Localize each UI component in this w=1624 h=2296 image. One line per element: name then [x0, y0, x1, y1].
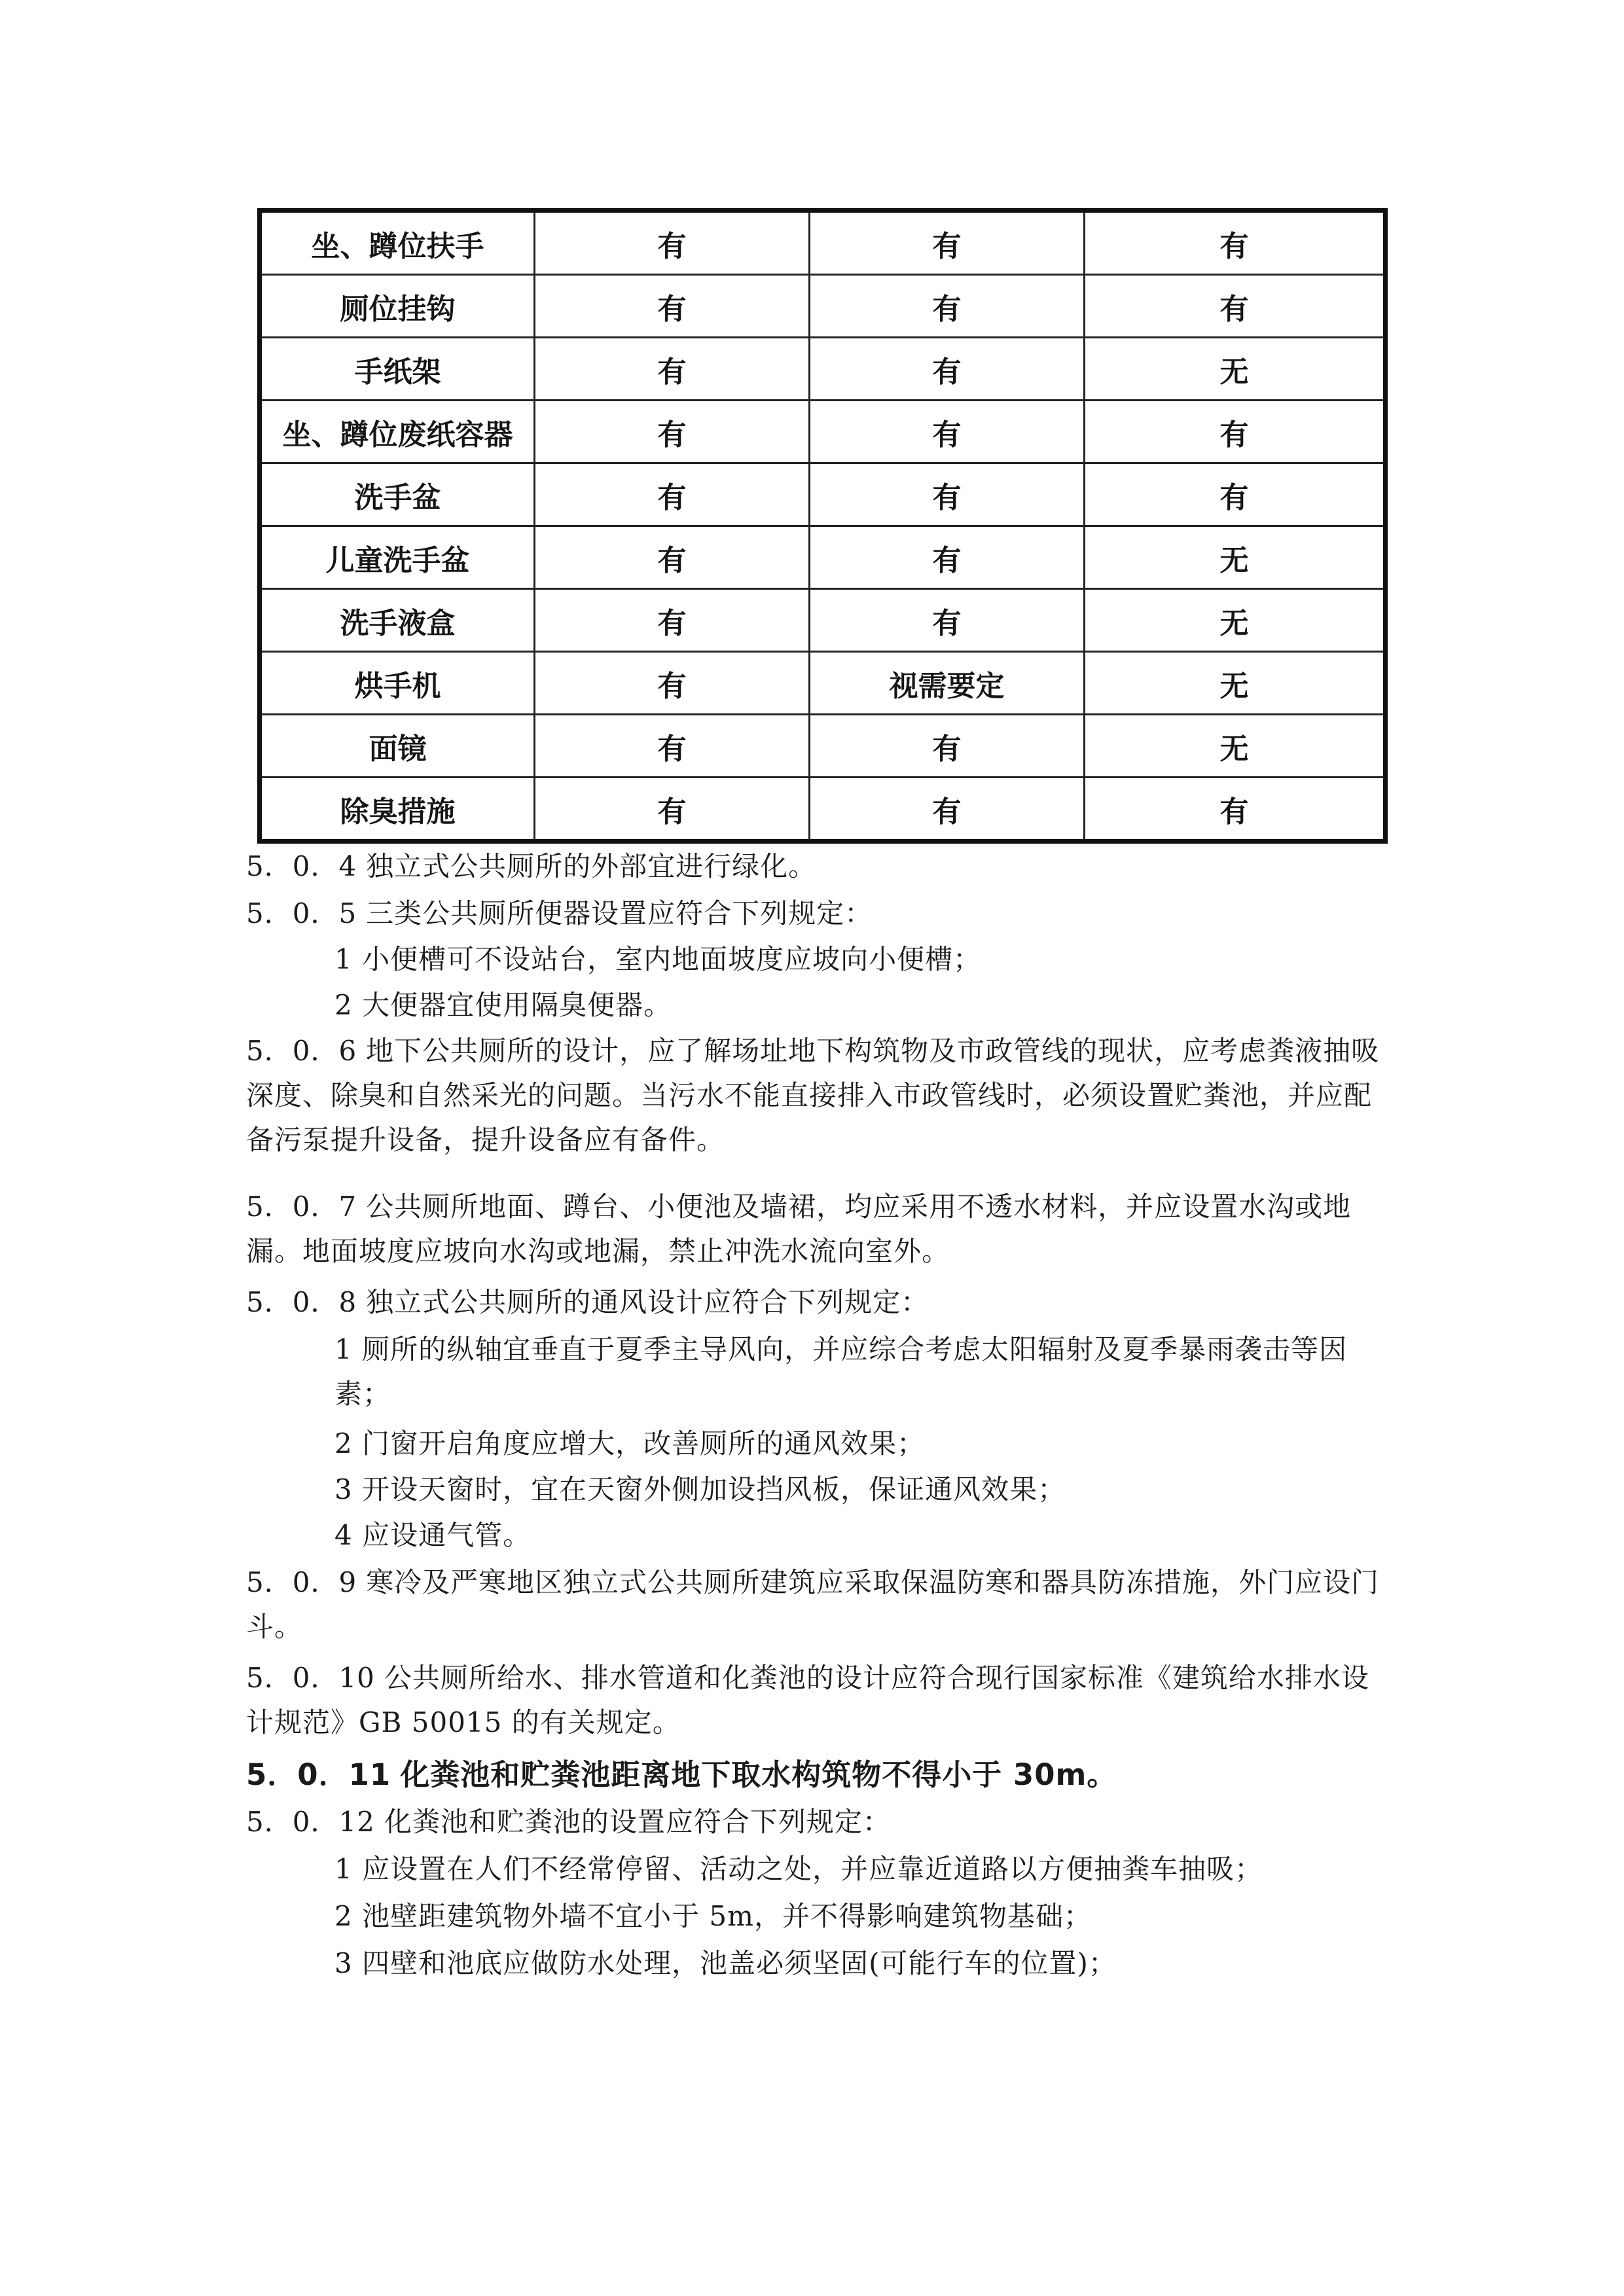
table-cell: 有 — [535, 463, 810, 526]
clause-text: 独立式公共厕所的外部宜进行绿化。 — [366, 850, 817, 882]
table-cell: 有 — [1085, 211, 1386, 275]
table-cell: 有 — [810, 526, 1085, 589]
clause-item: 1 应设置在人们不经常停留、活动之处，并应靠近道路以方便抽粪车抽吸； — [334, 1853, 1263, 1885]
table-cell: 烘手机 — [260, 652, 535, 715]
clause-text: 化粪池和贮粪池的设置应符合下列规定： — [384, 1806, 891, 1838]
clause-item: 2 门窗开启角度应增大，改善厕所的通风效果； — [334, 1427, 926, 1460]
table-cell: 有 — [1085, 463, 1386, 526]
clause-item-text: 1 厕所的纵轴宜垂直于夏季主导风向，并应综合考虑太阳辐射及夏季暴雨袭击等因素； — [334, 1333, 1348, 1410]
clause-5-0-9 — [246, 1560, 1385, 1649]
clause-text: 寒冷及严寒地区独立式公共厕所建筑应采取保温防寒和器具防冻措施，外门应设门斗。 — [246, 1566, 1380, 1643]
clause-number: 5．0．8 — [246, 1286, 357, 1318]
clause-item: 1 小便槽可不设站台，室内地面坡度应坡向小便槽； — [334, 943, 982, 975]
table-cell: 有 — [810, 715, 1085, 778]
table-cell: 有 — [535, 715, 810, 778]
clause-text: 公共厕所地面、蹲台、小便池及墙裙，均应采用不透水材料，并应设置水沟或地漏。地面坡度应坡向水沟或地漏，禁止冲洗水流向室外。 — [246, 1191, 1352, 1267]
table-cell: 坐、蹲位废纸容器 — [260, 401, 535, 463]
clause-item: 4 应设通气管。 — [334, 1519, 532, 1551]
clause-item — [246, 1327, 1385, 1416]
clause-item: 2 池壁距建筑物外墙不宜小于 5m，并不得影响建筑物基础； — [334, 1900, 1092, 1932]
table-row — [260, 275, 1386, 338]
table-row — [260, 715, 1386, 778]
table-cell: 有 — [535, 526, 810, 589]
table-row — [260, 652, 1386, 715]
clause-text: 化粪池和贮粪池距离地下取水构筑物不得小于 30m。 — [400, 1757, 1117, 1792]
clause-5-0-11 — [246, 1753, 1385, 1797]
table-cell: 有 — [810, 211, 1085, 275]
table-cell: 有 — [535, 778, 810, 842]
clause-number: 5．0．7 — [246, 1191, 357, 1223]
facility-table-container — [257, 208, 1383, 829]
table-row — [260, 211, 1386, 275]
clause-5-0-5 — [246, 891, 1385, 936]
clause-item: 3 四壁和池底应做防水处理，池盖必须坚固(可能行车的位置)； — [334, 1947, 1117, 1979]
table-cell: 除臭措施 — [260, 778, 535, 842]
table-cell: 有 — [535, 652, 810, 715]
clause-number: 5．0．11 — [246, 1757, 391, 1792]
table-cell: 有 — [810, 275, 1085, 338]
table-cell: 有 — [1085, 778, 1386, 842]
table-cell: 无 — [1085, 715, 1386, 778]
table-cell: 有 — [1085, 401, 1386, 463]
clause-5-0-7 — [246, 1185, 1385, 1274]
table-cell: 洗手盆 — [260, 463, 535, 526]
table-cell: 洗手液盒 — [260, 589, 535, 652]
table-cell: 有 — [535, 211, 810, 275]
table-cell: 有 — [535, 401, 810, 463]
clause-5-0-6 — [246, 1029, 1385, 1162]
table-cell: 有 — [810, 589, 1085, 652]
clause-number: 5．0．10 — [246, 1662, 375, 1694]
table-cell: 厕位挂钩 — [260, 275, 535, 338]
clause-5-0-12 — [246, 1800, 1385, 1844]
clause-5-0-4 — [246, 844, 1385, 889]
table-cell: 无 — [1085, 589, 1386, 652]
clause-number: 5．0．6 — [246, 1035, 357, 1067]
clause-number: 5．0．5 — [246, 897, 357, 929]
table-cell: 手纸架 — [260, 338, 535, 401]
clause-text: 公共厕所给水、排水管道和化粪池的设计应符合现行国家标准《建筑给水排水设计规范》GB 50015 的有关规定。 — [246, 1662, 1369, 1738]
table-cell: 有 — [1085, 275, 1386, 338]
table-cell: 有 — [535, 338, 810, 401]
clause-number: 5．0．9 — [246, 1566, 357, 1598]
table-cell: 有 — [810, 401, 1085, 463]
table-cell: 无 — [1085, 338, 1386, 401]
table-row — [260, 778, 1386, 842]
table-cell: 有 — [810, 778, 1085, 842]
table-cell: 视需要定 — [810, 652, 1085, 715]
clause-5-0-8 — [246, 1280, 1385, 1325]
table-row — [260, 589, 1386, 652]
clause-5-0-10 — [246, 1656, 1385, 1745]
table-row — [260, 463, 1386, 526]
facility-table — [257, 208, 1388, 844]
clause-number: 5．0．12 — [246, 1806, 375, 1838]
table-cell: 无 — [1085, 526, 1386, 589]
table-cell: 有 — [810, 338, 1085, 401]
table-cell: 儿童洗手盆 — [260, 526, 535, 589]
table-row — [260, 338, 1386, 401]
clause-item: 3 开设天窗时，宜在天窗外侧加设挡风板，保证通风效果； — [334, 1473, 1066, 1505]
table-cell: 面镜 — [260, 715, 535, 778]
table-cell: 无 — [1085, 652, 1386, 715]
table-cell: 有 — [535, 589, 810, 652]
table-row — [260, 526, 1386, 589]
table-cell: 有 — [535, 275, 810, 338]
table-cell: 有 — [810, 463, 1085, 526]
clause-number: 5．0．4 — [246, 850, 357, 882]
clause-text: 三类公共厕所便器设置应符合下列规定： — [366, 897, 873, 929]
clause-text: 独立式公共厕所的通风设计应符合下列规定： — [366, 1286, 929, 1318]
clause-text: 地下公共厕所的设计，应了解场址地下构筑物及市政管线的现状，应考虑粪液抽吸深度、除臭和自然采光的问题。当污水不能直接排入市政管线时，必须设置贮粪池，并应配备污泵提升设备，提升设备应有备件。 — [246, 1035, 1380, 1156]
clause-item: 2 大便器宜使用隔臭便器。 — [334, 989, 672, 1021]
table-row — [260, 401, 1386, 463]
table-cell: 坐、蹲位扶手 — [260, 211, 535, 275]
